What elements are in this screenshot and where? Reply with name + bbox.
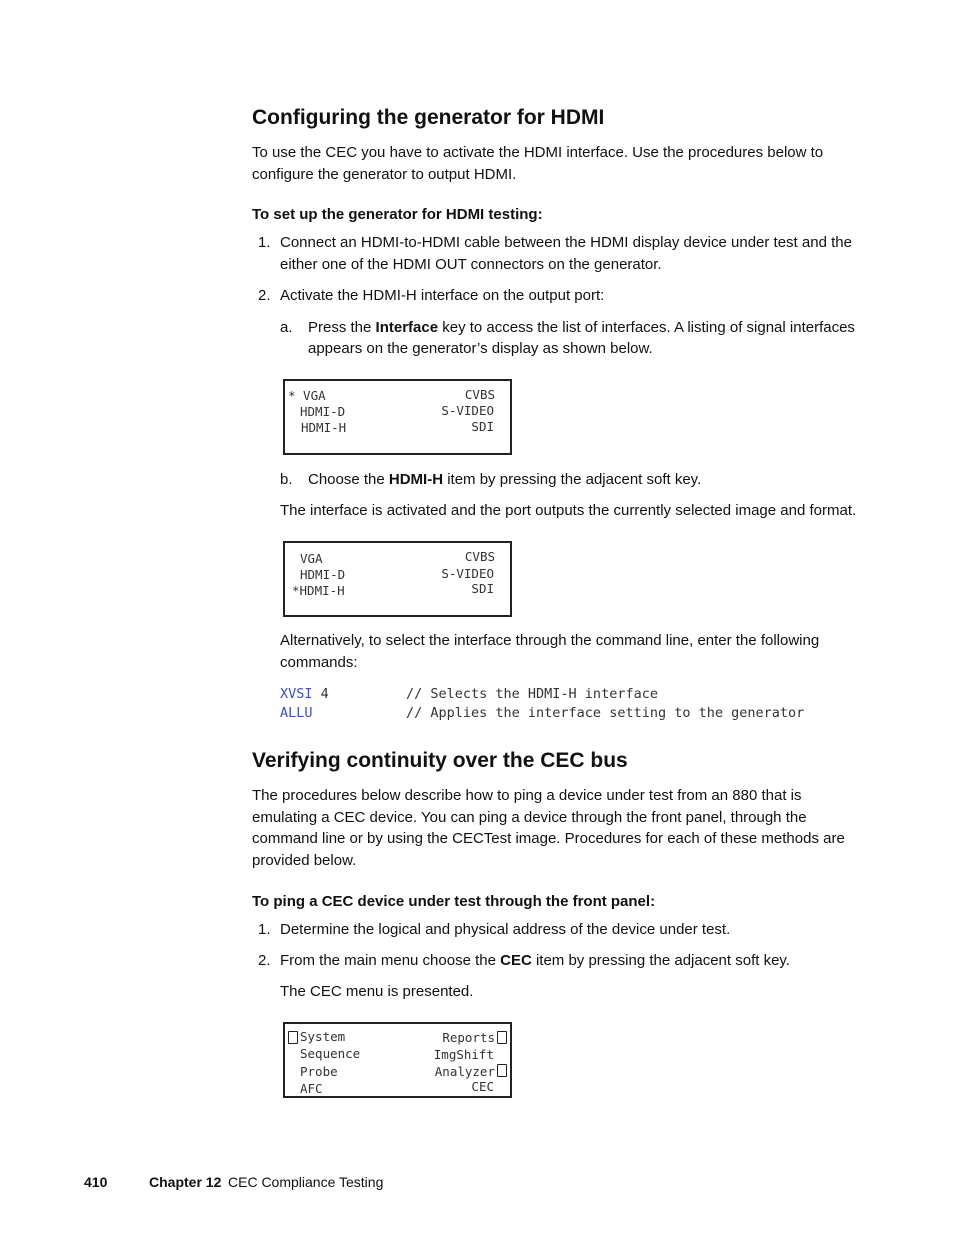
command-line-1 [280,686,329,702]
alt-text-line2: commands: [280,654,358,671]
lcd-item-cvbs: CVBS [464,549,495,564]
hdmi-h-item-name: HDMI-H [388,471,444,488]
lcd-item-hdmi-h: HDMI-H [301,420,347,435]
cec-step2-pre: From the main menu choose the [280,952,501,969]
substep-letter: a. [280,319,293,336]
procedure-title-hdmi: To set up the generator for HDMI testing: [252,206,543,223]
command-xvsi: XVSI [280,686,313,702]
lcd-item-vga: VGA [300,551,323,566]
cec-intro-line2: emulating a CEC device. You can ping a device through the front panel, through the [252,809,807,826]
lcd-display-main-menu [283,1022,512,1098]
result-text: The interface is activated and the port outputs the currently selected image and format. [280,502,857,519]
lcd-display-interfaces [283,379,512,455]
cec-intro-line4: provided below. [252,852,357,869]
lcd-menu-cec: CEC [471,1079,494,1094]
lcd-menu-imgshift: ImgShift [433,1047,494,1062]
substep-a-pre: Press the [308,319,376,336]
step1-text-line1: Connect an HDMI-to-HDMI cable between the HDMI display device under test and the [280,234,852,251]
interface-key-name: Interface [375,319,439,336]
lcd-item-hdmi-d: HDMI-D [300,404,346,419]
lcd-item-hdmi-d: HDMI-D [300,567,346,582]
section-heading-hdmi: Configuring the generator for HDMI [252,106,605,129]
cec-result-text: The CEC menu is presented. [280,983,474,1000]
lcd-menu-analyzer: Analyzer [434,1064,495,1079]
lcd-menu-sequence: Sequence [300,1046,361,1061]
intro-text-line1: To use the CEC you have to activate the HDMI interface. Use the procedures below to [252,144,824,161]
lcd-item-s-video: S-VIDEO [441,566,494,581]
procedure-title-cec: To ping a CEC device under test through the front panel: [252,893,656,910]
command-comment-2: // Applies the interface setting to the generator [406,705,805,721]
cec-intro-line3: command line or by using the CECTest image. Procedures for each of these methods are [252,830,845,847]
substep-b-post: item by pressing the adjacent soft key. [443,471,702,488]
step-number: 2. [258,287,271,304]
step-number: 1. [258,921,271,938]
cec-step2-text [280,950,790,972]
cec-intro-line1: The procedures below describe how to ping a device under test from an 880 that is [252,787,802,804]
alt-text-line1: Alternatively, to select the interface through the command line, enter the following [280,632,820,649]
substep-letter: b. [280,471,293,488]
step-number: 1. [258,234,271,251]
lcd-menu-afc: AFC [300,1081,323,1096]
lcd-menu-reports: Reports [442,1030,495,1045]
chapter-title: CEC Compliance Testing [228,1174,384,1190]
cec-item-name: CEC [500,952,532,969]
lcd-item-vga: * VGA [288,388,326,403]
chapter-label: Chapter 12 [149,1174,222,1190]
lcd-menu-probe: Probe [300,1064,338,1079]
substep-a-line2: appears on the generator’s display as shown below. [308,340,653,357]
command-comment-1: // Selects the HDMI-H interface [406,686,658,702]
page-number: 410 [84,1174,108,1190]
lcd-item-sdi: SDI [471,419,494,434]
intro-text-line2: configure the generator to output HDMI. [252,166,517,183]
step-number: 2. [258,952,271,969]
lcd-menu-system: System [300,1029,346,1044]
softkey-folder-icon [497,1031,507,1044]
lcd-item-hdmi-h: *HDMI-H [292,583,345,598]
substep-a-line1 [308,317,855,339]
substep-b-text [308,469,701,491]
substep-a-post: key to access the list of interfaces. A listing of signal interfaces [438,319,855,336]
substep-b-pre: Choose the [308,471,389,488]
command-argument: 4 [312,686,329,702]
command-allu: ALLU [280,705,313,721]
lcd-item-sdi: SDI [471,581,494,596]
command-line-2 [280,705,313,721]
cec-step2-post: item by pressing the adjacent soft key. [531,952,790,969]
cec-step1-text: Determine the logical and physical address of the device under test. [280,921,731,938]
step2-text: Activate the HDMI-H interface on the output port: [280,287,605,304]
step1-text-line2: either one of the HDMI OUT connectors on the generator. [280,256,662,273]
lcd-item-s-video: S-VIDEO [441,403,494,418]
softkey-folder-icon [497,1064,507,1077]
section-heading-cec: Verifying continuity over the CEC bus [252,749,628,772]
lcd-display-hdmi-selected [283,541,512,617]
lcd-item-cvbs: CVBS [464,387,495,402]
softkey-folder-icon [288,1031,298,1044]
